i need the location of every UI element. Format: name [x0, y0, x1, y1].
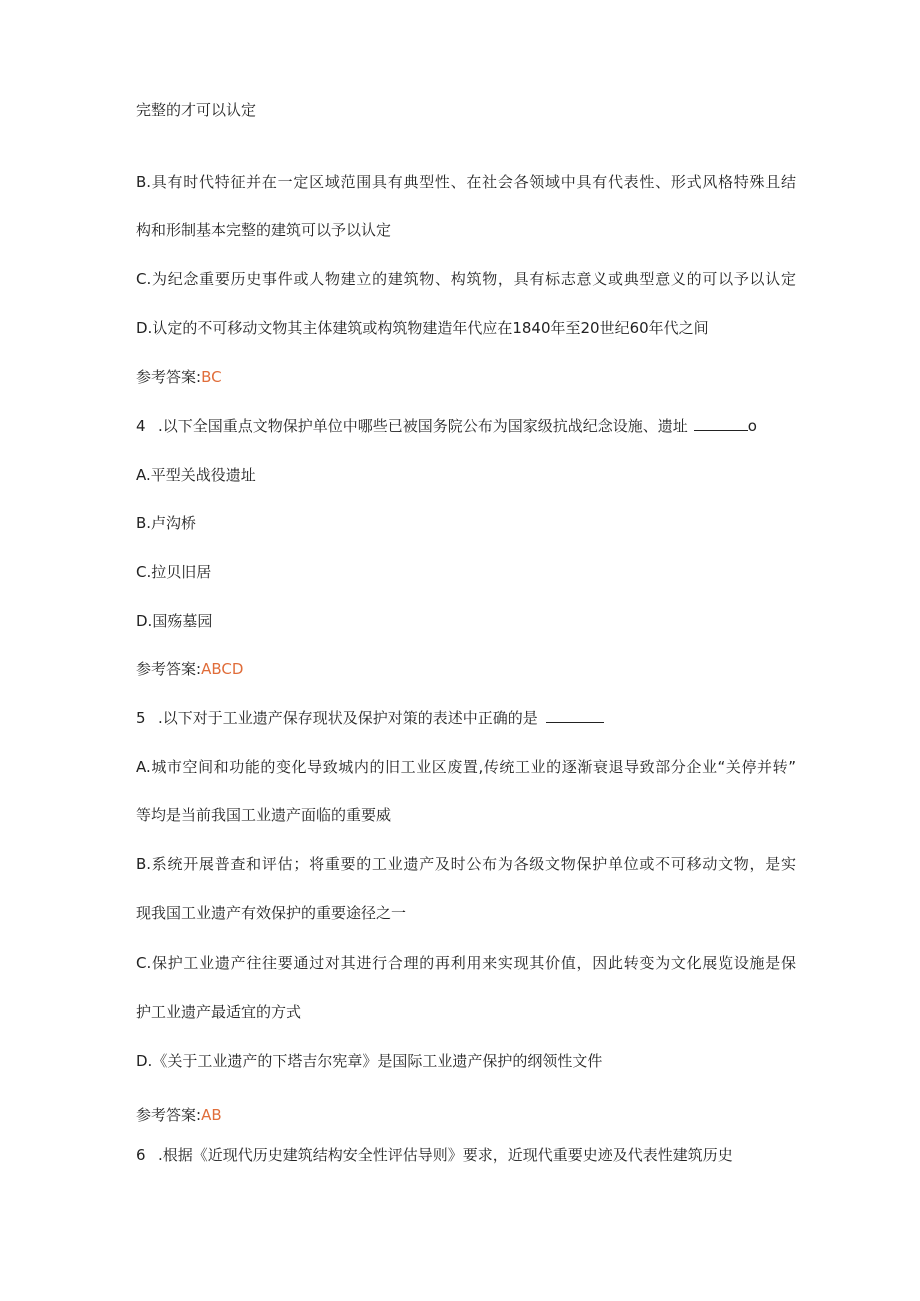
answer-q4: [136, 659, 796, 679]
question-number: 5: [136, 709, 146, 727]
option-c: C.为纪念重要历史事件或人物建立的建筑物、构筑物，具有标志意义或典型意义的可以予以认定: [136, 270, 796, 288]
q5-option-b-line-1: B.系统开展普查和评估；将重要的工业遗产及时公布为各级文物保护单位或不可移动文物，是实: [136, 855, 796, 873]
q4-option-c: C.拉贝旧居: [136, 563, 212, 581]
answer-value: ABCD: [201, 660, 244, 678]
question-end: o: [747, 417, 757, 435]
q4-option-b: B.卢沟桥: [136, 514, 197, 532]
answer-q3: [136, 367, 796, 387]
text-line: 完整的才可以认定: [136, 101, 257, 119]
answer-blank: [694, 416, 748, 431]
q5-option-b-line-2: 现我国工业遗产有效保护的重要途径之一: [136, 904, 407, 922]
option-b-line-1: B.具有时代特征并在一定区域范围具有典型性、在社会各领域中具有代表性、形式风格特殊且结: [136, 173, 796, 191]
q4-option-d: D.国殇墓园: [136, 612, 213, 630]
answer-q5: [136, 1105, 796, 1125]
answer-value: AB: [201, 1106, 222, 1124]
question-text: .根据《近现代历史建筑结构安全性评估导则》要求，近现代重要史迹及代表性建筑历史: [158, 1146, 733, 1164]
question-6: [136, 1145, 796, 1165]
answer-blank: [546, 708, 604, 723]
q5-option-c-line-1: C.保护工业遗产往往要通过对其进行合理的再利用来实现其价值，因此转变为文化展览设施是保: [136, 954, 796, 972]
answer-label: 参考答案:: [136, 1106, 202, 1124]
question-text: .以下对于工业遗产保存现状及保护对策的表述中正确的是: [158, 709, 538, 727]
option-d: D.认定的不可移动文物其主体建筑或构筑物建造年代应在1840年至20世纪60年代之间: [136, 319, 709, 337]
q4-option-a: A.平型关战役遗址: [136, 466, 256, 484]
question-text: .以下全国重点文物保护单位中哪些已被国务院公布为国家级抗战纪念设施、遗址: [158, 417, 688, 435]
question-5: [136, 708, 796, 728]
answer-value: BC: [201, 368, 222, 386]
q5-option-d: D.《关于工业遗产的下塔吉尔宪章》是国际工业遗产保护的纲领性文件: [136, 1052, 603, 1070]
q5-option-c-line-2: 护工业遗产最适宜的方式: [136, 1003, 302, 1021]
q5-option-a-line-2: 等均是当前我国工业遗产面临的重要威: [136, 806, 392, 824]
question-4: [136, 416, 796, 436]
question-number: 6: [136, 1146, 146, 1164]
answer-label: 参考答案:: [136, 368, 202, 386]
option-b-line-2: 构和形制基本完整的建筑可以予以认定: [136, 221, 392, 239]
q5-option-a-line-1: A.城市空间和功能的变化导致城内的旧工业区废置,传统工业的逐渐衰退导致部分企业“关停并转”: [136, 758, 796, 776]
answer-label: 参考答案:: [136, 660, 202, 678]
question-number: 4: [136, 417, 146, 435]
